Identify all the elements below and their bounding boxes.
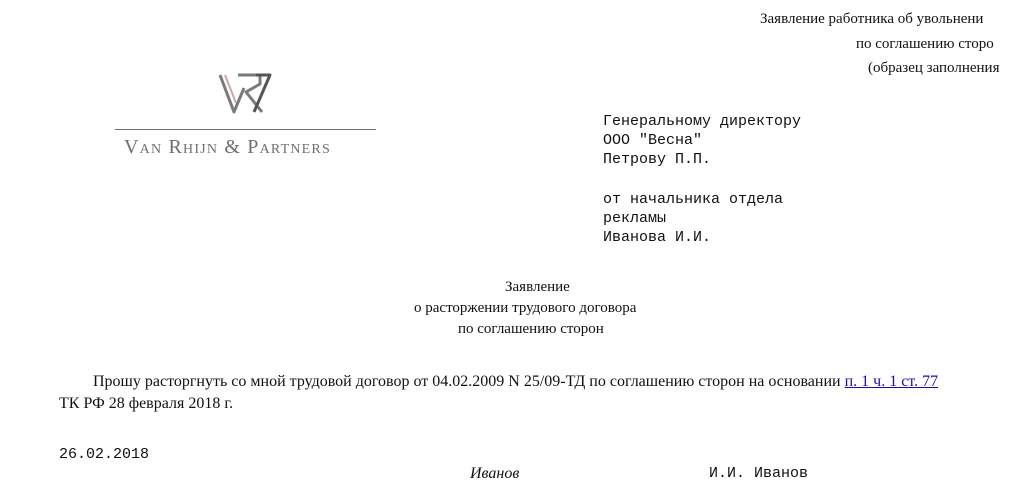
sender-line-1: от начальника отдела (603, 191, 784, 208)
logo-text: Van Rhijn & Partners (124, 136, 331, 158)
body-line-2: ТК РФ 28 февраля 2018 г. (59, 395, 234, 412)
logo-divider (115, 129, 376, 130)
document-date: 26.02.2018 (59, 446, 150, 463)
header-line-2: по соглашению сторо (856, 36, 994, 52)
law-article-link[interactable]: п. 1 ч. 1 ст. 77 (844, 373, 939, 390)
vr-monogram-icon (216, 72, 274, 116)
document-subtitle-2: по соглашению сторон (458, 321, 604, 337)
addressee-line-1: Генеральному директору (603, 113, 802, 130)
document-subtitle-1: о расторжении трудового договора (414, 300, 637, 316)
body-text: Прошу расторгнуть со мной трудовой договор от 04.02.2009 N 25/09-ТД по соглашению сторон на основании (93, 373, 845, 390)
addressee-line-2: ООО "Весна" (603, 132, 703, 149)
sender-line-2: рекламы (603, 210, 667, 227)
signature: Иванов (470, 465, 520, 482)
body-line-1 (93, 372, 938, 392)
addressee-line-3: Петрову П.П. (603, 151, 712, 168)
document-title: Заявление (505, 279, 570, 295)
header-line-3: (образец заполнения (868, 60, 1000, 76)
sender-line-3: Иванова И.И. (603, 229, 712, 246)
header-line-1: Заявление работника об увольнени (760, 11, 984, 27)
signer-name: И.И. Иванов (709, 465, 809, 482)
